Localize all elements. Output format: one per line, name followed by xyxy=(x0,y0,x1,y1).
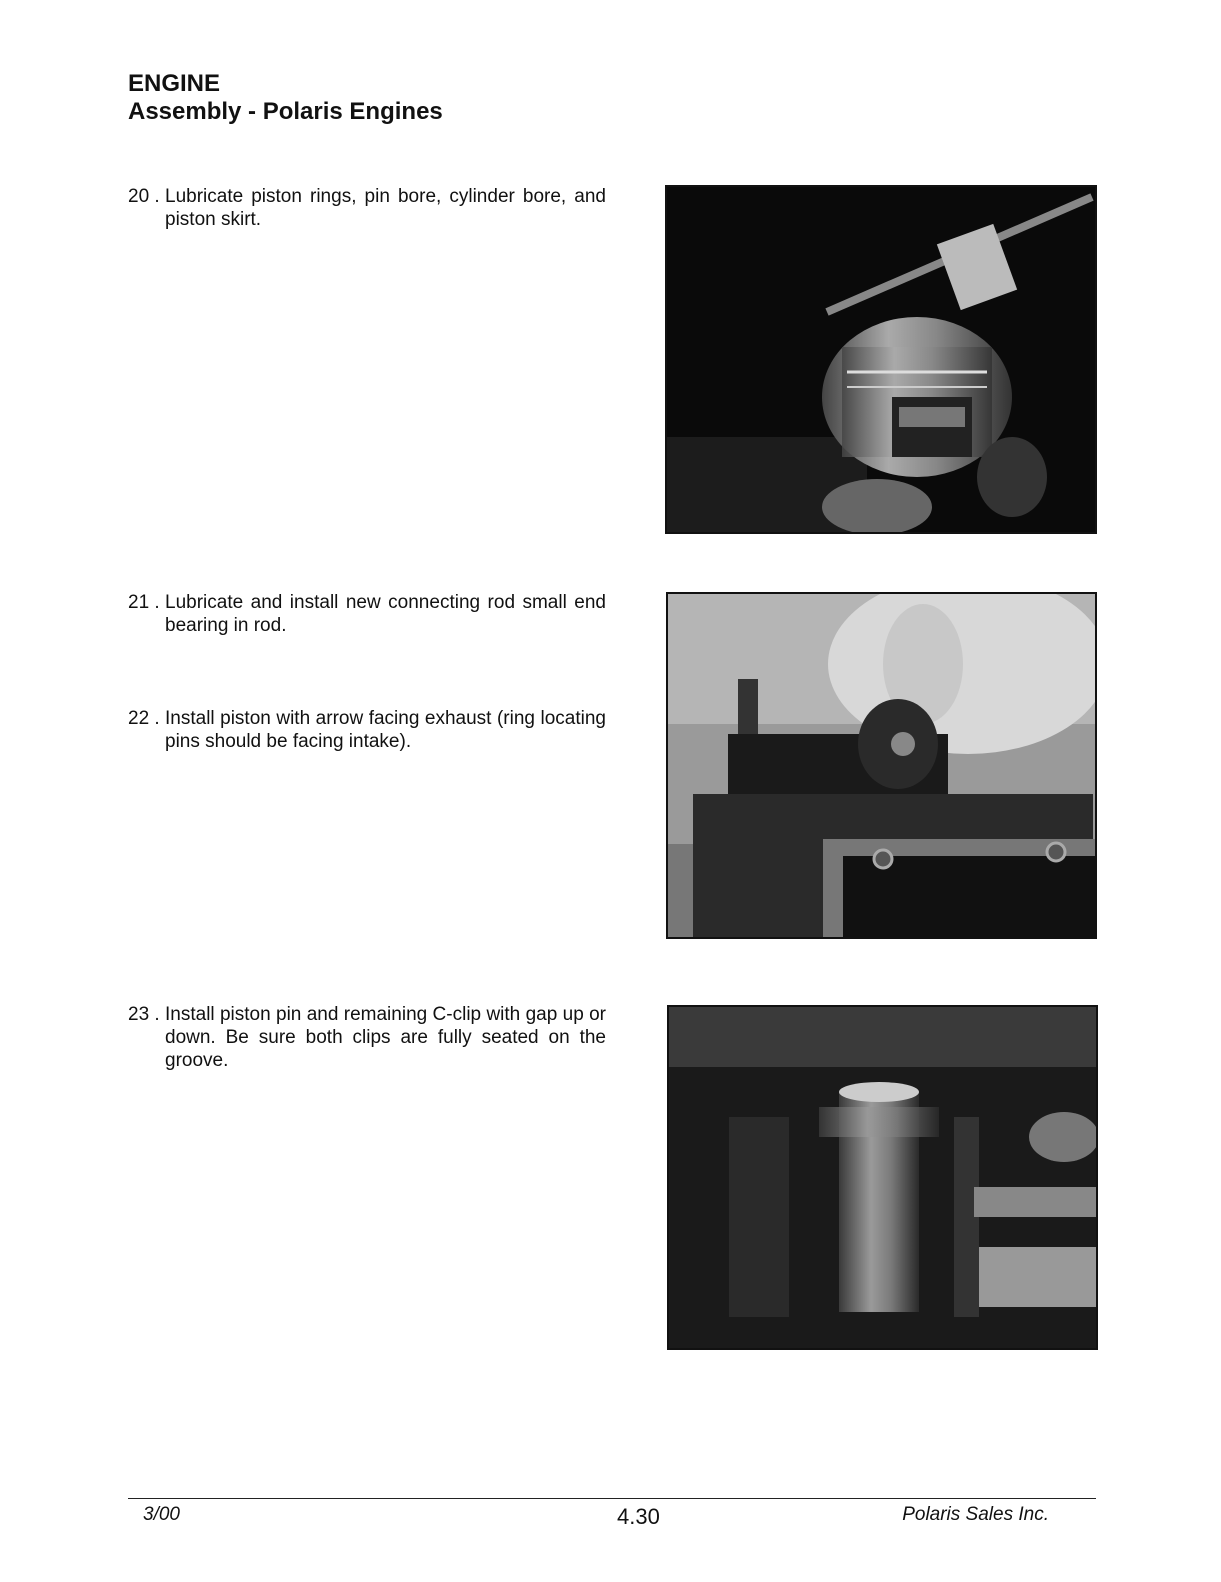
step-21 xyxy=(128,591,606,637)
subsection-title: Assembly - Polaris Engines xyxy=(128,98,443,125)
footer-date: 3/00 xyxy=(143,1504,180,1525)
step-22 xyxy=(128,707,606,753)
step-23 xyxy=(128,1003,606,1072)
step-number: 22 . xyxy=(128,708,160,729)
page-header xyxy=(128,70,443,126)
step-number: 20 . xyxy=(128,186,160,207)
step-number: 23 . xyxy=(128,1004,160,1025)
footer-company: Polaris Sales Inc. xyxy=(902,1504,1049,1525)
step-number: 21 . xyxy=(128,592,160,613)
step-text: Lubricate piston rings, pin bore, cylinder bore, and piston skirt. xyxy=(165,186,606,230)
step-text: Lubricate and install new connecting rod small end bearing in rod. xyxy=(165,592,606,636)
photo-lubricate-piston xyxy=(665,185,1097,534)
footer-rule xyxy=(128,1498,1096,1499)
step-text: Install piston with arrow facing exhaust (ring locating pins should be facing intake). xyxy=(165,708,606,752)
page-number: 4.30 xyxy=(617,1504,660,1529)
section-title: ENGINE xyxy=(128,70,221,97)
photo-install-piston xyxy=(666,592,1097,939)
photo-piston-pin xyxy=(667,1005,1098,1350)
step-text: Install piston pin and remaining C-clip with gap up or down. Be sure both clips are fully seated on the groove. xyxy=(165,1004,606,1071)
step-20 xyxy=(128,185,606,231)
